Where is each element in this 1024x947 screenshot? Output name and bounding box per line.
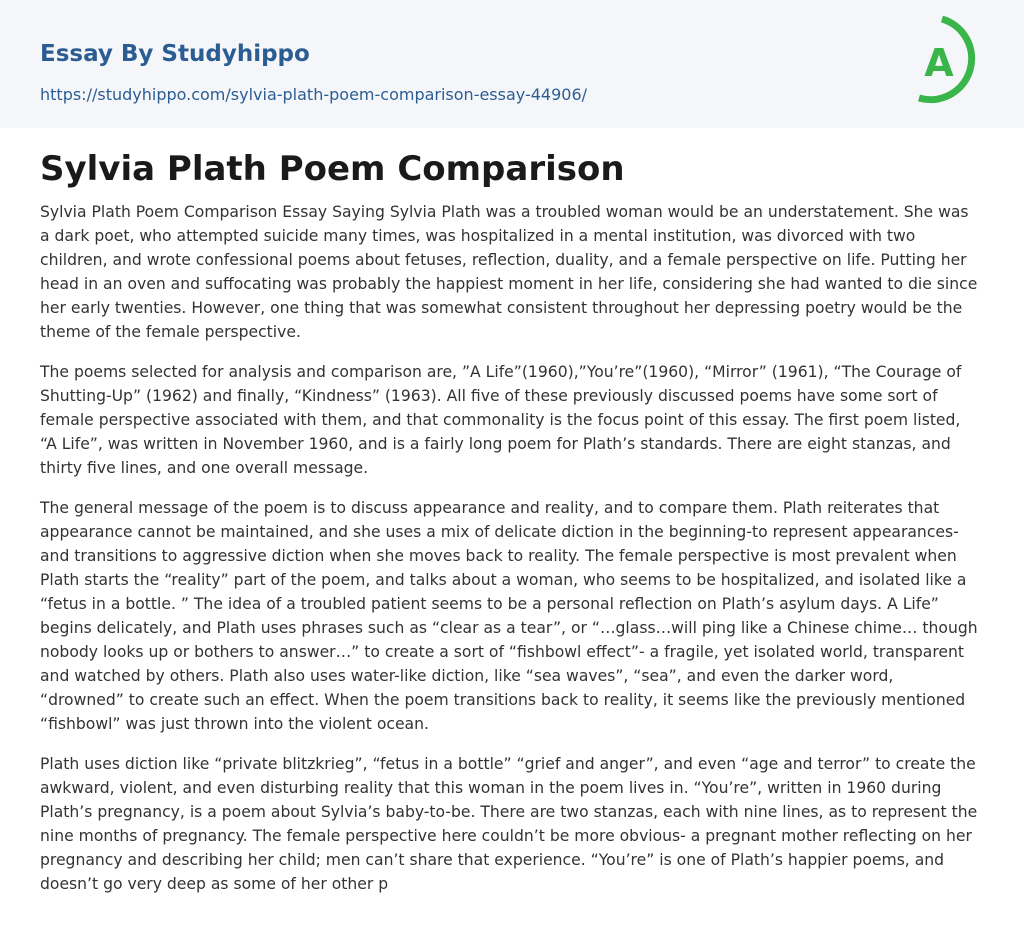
article-paragraph: Plath uses diction like “private blitzkrieg”, “fetus in a bottle” “grief and anger”, and even “age and terror” to create the awkward, violent, and even disturbing reality that this woman in the poem lives in. “You’re”, written in 1960 during Plath’s pregnancy, is a poem about Sylvia’s baby-to-be. There are two stanzas, each with nine lines, as to represent the nine months of pregnancy. The female perspective here couldn’t be more obvious- a pregnant mother reflecting on her pregnancy and describing her child; men can’t share that experience. “You’re” is one of Plath’s happier poems, and doesn’t go very deep as some of her other p [40, 755, 978, 893]
logo-graphic [909, 16, 989, 108]
site-header [0, 0, 1024, 128]
article [40, 128, 980, 912]
logo-letter: A [924, 41, 954, 85]
article-paragraph: The general message of the poem is to discuss appearance and reality, and to compare them. Plath reiterates that appearance cannot be maintained, and she uses a mix of delicate diction in the beginning-to represent appearances- and transitions to aggressive diction when she moves back to reality. The female perspective is most prevalent when Plath starts the “reality” part of the poem, and talks about a woman, who seems to be hospitalized, and isolated like a “fetus in a bottle. ” The idea of a troubled patient seems to be a personal reflection on Plath’s asylum days. A Life” begins delicately, and Plath uses phrases such as “clear as a tear”, or “…glass…will ping like a Chinese chime… though nobody looks up or bothers to answer…” to create a sort of “fishbowl effect”- a fragile, yet isolated world, transparent and watched by others. Plath also uses water-like diction, like “sea waves”, “sea”, and even the darker word, “drowned” to create such an effect. When the poem transitions back to reality, it seems like the previously mentioned “fishbowl” was just thrown into the violent ocean. [40, 499, 978, 733]
article-paragraph: The poems selected for analysis and comparison are, ”A Life”(1960),”You’re”(1960), “Mirror” (1961), “The Courage of Shutting-Up” (1962) and finally, “Kindness” (1963). All five of these previously discussed poems have some sort of female perspective associated with them, and that commonality is the focus point of this essay. The first poem listed, “A Life”, was written in November 1960, and is a fairly long poem for Plath’s standards. There are eight stanzas, and thirty five lines, and one overall message. [40, 363, 962, 477]
article-paragraph: Sylvia Plath Poem Comparison Essay Saying Sylvia Plath was a troubled woman would be an understatement. She was a dark poet, who attempted suicide many times, was hospitalized in a mental institution, was divorced with two children, and wrote confessional poems about fetuses, reflection, duality, and a female perspective on life. Putting her head in an oven and suffocating was probably the happiest moment in her life, considering she had wanted to die since her early twenties. However, one thing that was somewhat consistent throughout her depressing poetry would be the theme of the female perspective. [40, 203, 978, 341]
studyhippo-logo-icon[interactable] [909, 16, 989, 108]
site-brand[interactable]: Essay By Studyhippo [40, 41, 310, 67]
essay-url-link[interactable]: https://studyhippo.com/sylvia-plath-poem-comparison-essay-44906/ [40, 85, 588, 104]
article-title: Sylvia Plath Poem Comparison [40, 149, 625, 189]
